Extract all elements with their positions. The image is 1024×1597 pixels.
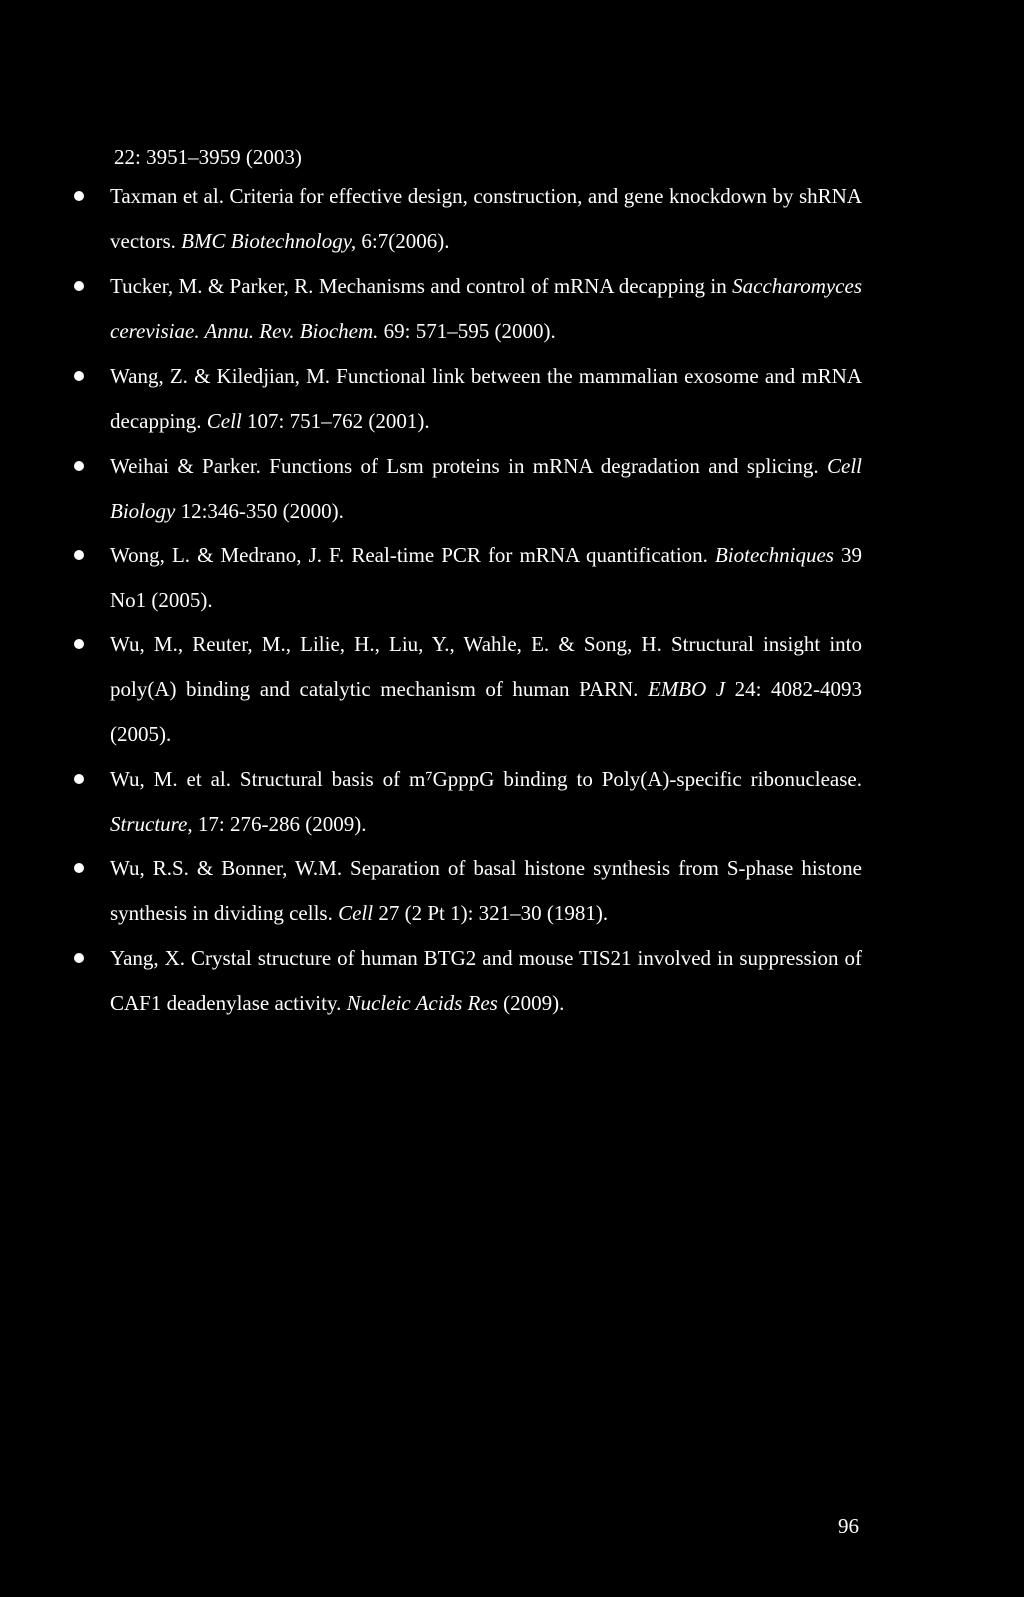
reference-item: Wong, L. & Medrano, J. F. Real-time PCR for mRNA quantification. Biotechniques 39 No1 (2005). <box>110 533 862 623</box>
reference-item: Weihai & Parker. Functions of Lsm proteins in mRNA degradation and splicing. Cell Biology 12:346-350 (2000). <box>110 444 862 534</box>
bullet-icon <box>74 191 84 201</box>
reference-item: Yang, X. Crystal structure of human BTG2 and mouse TIS21 involved in suppression of CAF1 deadenylase activity. Nucleic Acids Res (2009). <box>110 936 862 1026</box>
reference-item: Tucker, M. & Parker, R. Mechanisms and control of mRNA decapping in Saccharomyces cerevisiae. Annu. Rev. Biochem. 69: 571–595 (2000). <box>110 264 862 354</box>
reference-item: Wu, M. et al. Structural basis of m⁷GpppG binding to Poly(A)-specific ribonuclease. Structure, 17: 276-286 (2009). <box>110 757 862 847</box>
reference-item: Wu, M., Reuter, M., Lilie, H., Liu, Y., Wahle, E. & Song, H. Structural insight into poly(A) binding and catalytic mechanism of human PARN. EMBO J 24: 4082-4093 (2005). <box>110 622 862 757</box>
bullet-icon <box>74 550 84 560</box>
reference-continuation: 22: 3951–3959 (2003) <box>114 145 302 169</box>
reference-item: Wu, R.S. & Bonner, W.M. Separation of basal histone synthesis from S-phase histone synthesis in dividing cells. Cell 27 (2 Pt 1): 321–30 (1981). <box>110 846 862 936</box>
reference-item: Taxman et al. Criteria for effective design, construction, and gene knockdown by shRNA vectors. BMC Biotechnology, 6:7(2006). <box>110 174 862 264</box>
bullet-icon <box>74 863 84 873</box>
reference-item: Wang, Z. & Kiledjian, M. Functional link between the mammalian exosome and mRNA decapping. Cell 107: 751–762 (2001). <box>110 354 862 444</box>
bullet-icon <box>74 461 84 471</box>
bullet-icon <box>74 953 84 963</box>
bullet-icon <box>74 281 84 291</box>
bullet-icon <box>74 639 84 649</box>
page-number: 96 <box>838 1514 859 1538</box>
bullet-icon <box>74 371 84 381</box>
bullet-icon <box>74 774 84 784</box>
